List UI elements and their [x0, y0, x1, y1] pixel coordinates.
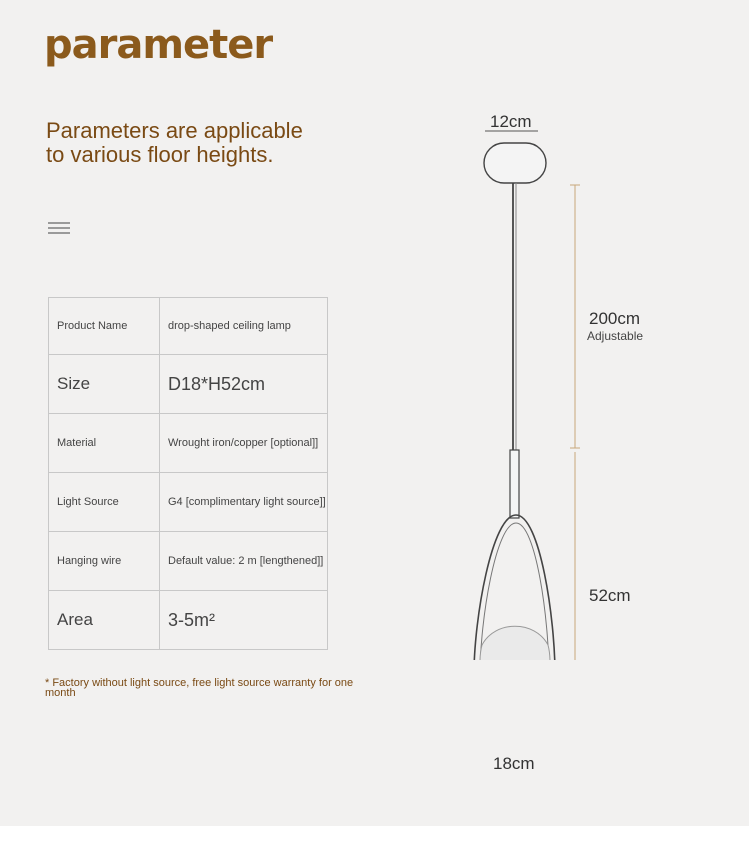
table-row: [49, 532, 328, 591]
hamburger-menu-icon: [48, 222, 70, 238]
param-key: Area: [49, 591, 160, 650]
brand-title: parameter: [44, 22, 273, 68]
param-value: Default value: 2 m [lengthened]]: [160, 532, 328, 591]
width-dimension-label: 18cm: [493, 754, 535, 773]
height-dimension-label: 52cm: [589, 586, 631, 605]
wire-length-label: 200cm: [589, 309, 641, 328]
glass-globe: [480, 626, 550, 660]
param-key: Size: [49, 355, 160, 414]
param-value: drop-shaped ceiling lamp: [160, 298, 328, 355]
canopy-shape: [484, 143, 546, 183]
lamp-drawing: [440, 100, 680, 660]
table-row: [49, 298, 328, 355]
adjustable-note: Adjustable: [587, 329, 644, 343]
footnote: * Factory without light source, free light source warranty for one month: [45, 677, 354, 699]
param-key: Material: [49, 414, 160, 473]
param-key: Light Source: [49, 473, 160, 532]
param-value: D18*H52cm: [160, 355, 328, 414]
param-value: G4 [complimentary light source]]: [160, 473, 328, 532]
parameter-table: [48, 297, 328, 650]
canopy-dimension-label: 12cm: [490, 112, 532, 131]
table-row: [49, 355, 328, 414]
param-value: 3-5m²: [160, 591, 328, 650]
param-value: Wrought iron/copper [optional]]: [160, 414, 328, 473]
table-row: [49, 473, 328, 532]
connector-tube: [510, 450, 519, 518]
table-row: [49, 591, 328, 650]
param-key: Hanging wire: [49, 532, 160, 591]
table-row: [49, 414, 328, 473]
headline: Parameters are applicable to various floor heights.: [46, 118, 303, 167]
param-key: Product Name: [49, 298, 160, 355]
